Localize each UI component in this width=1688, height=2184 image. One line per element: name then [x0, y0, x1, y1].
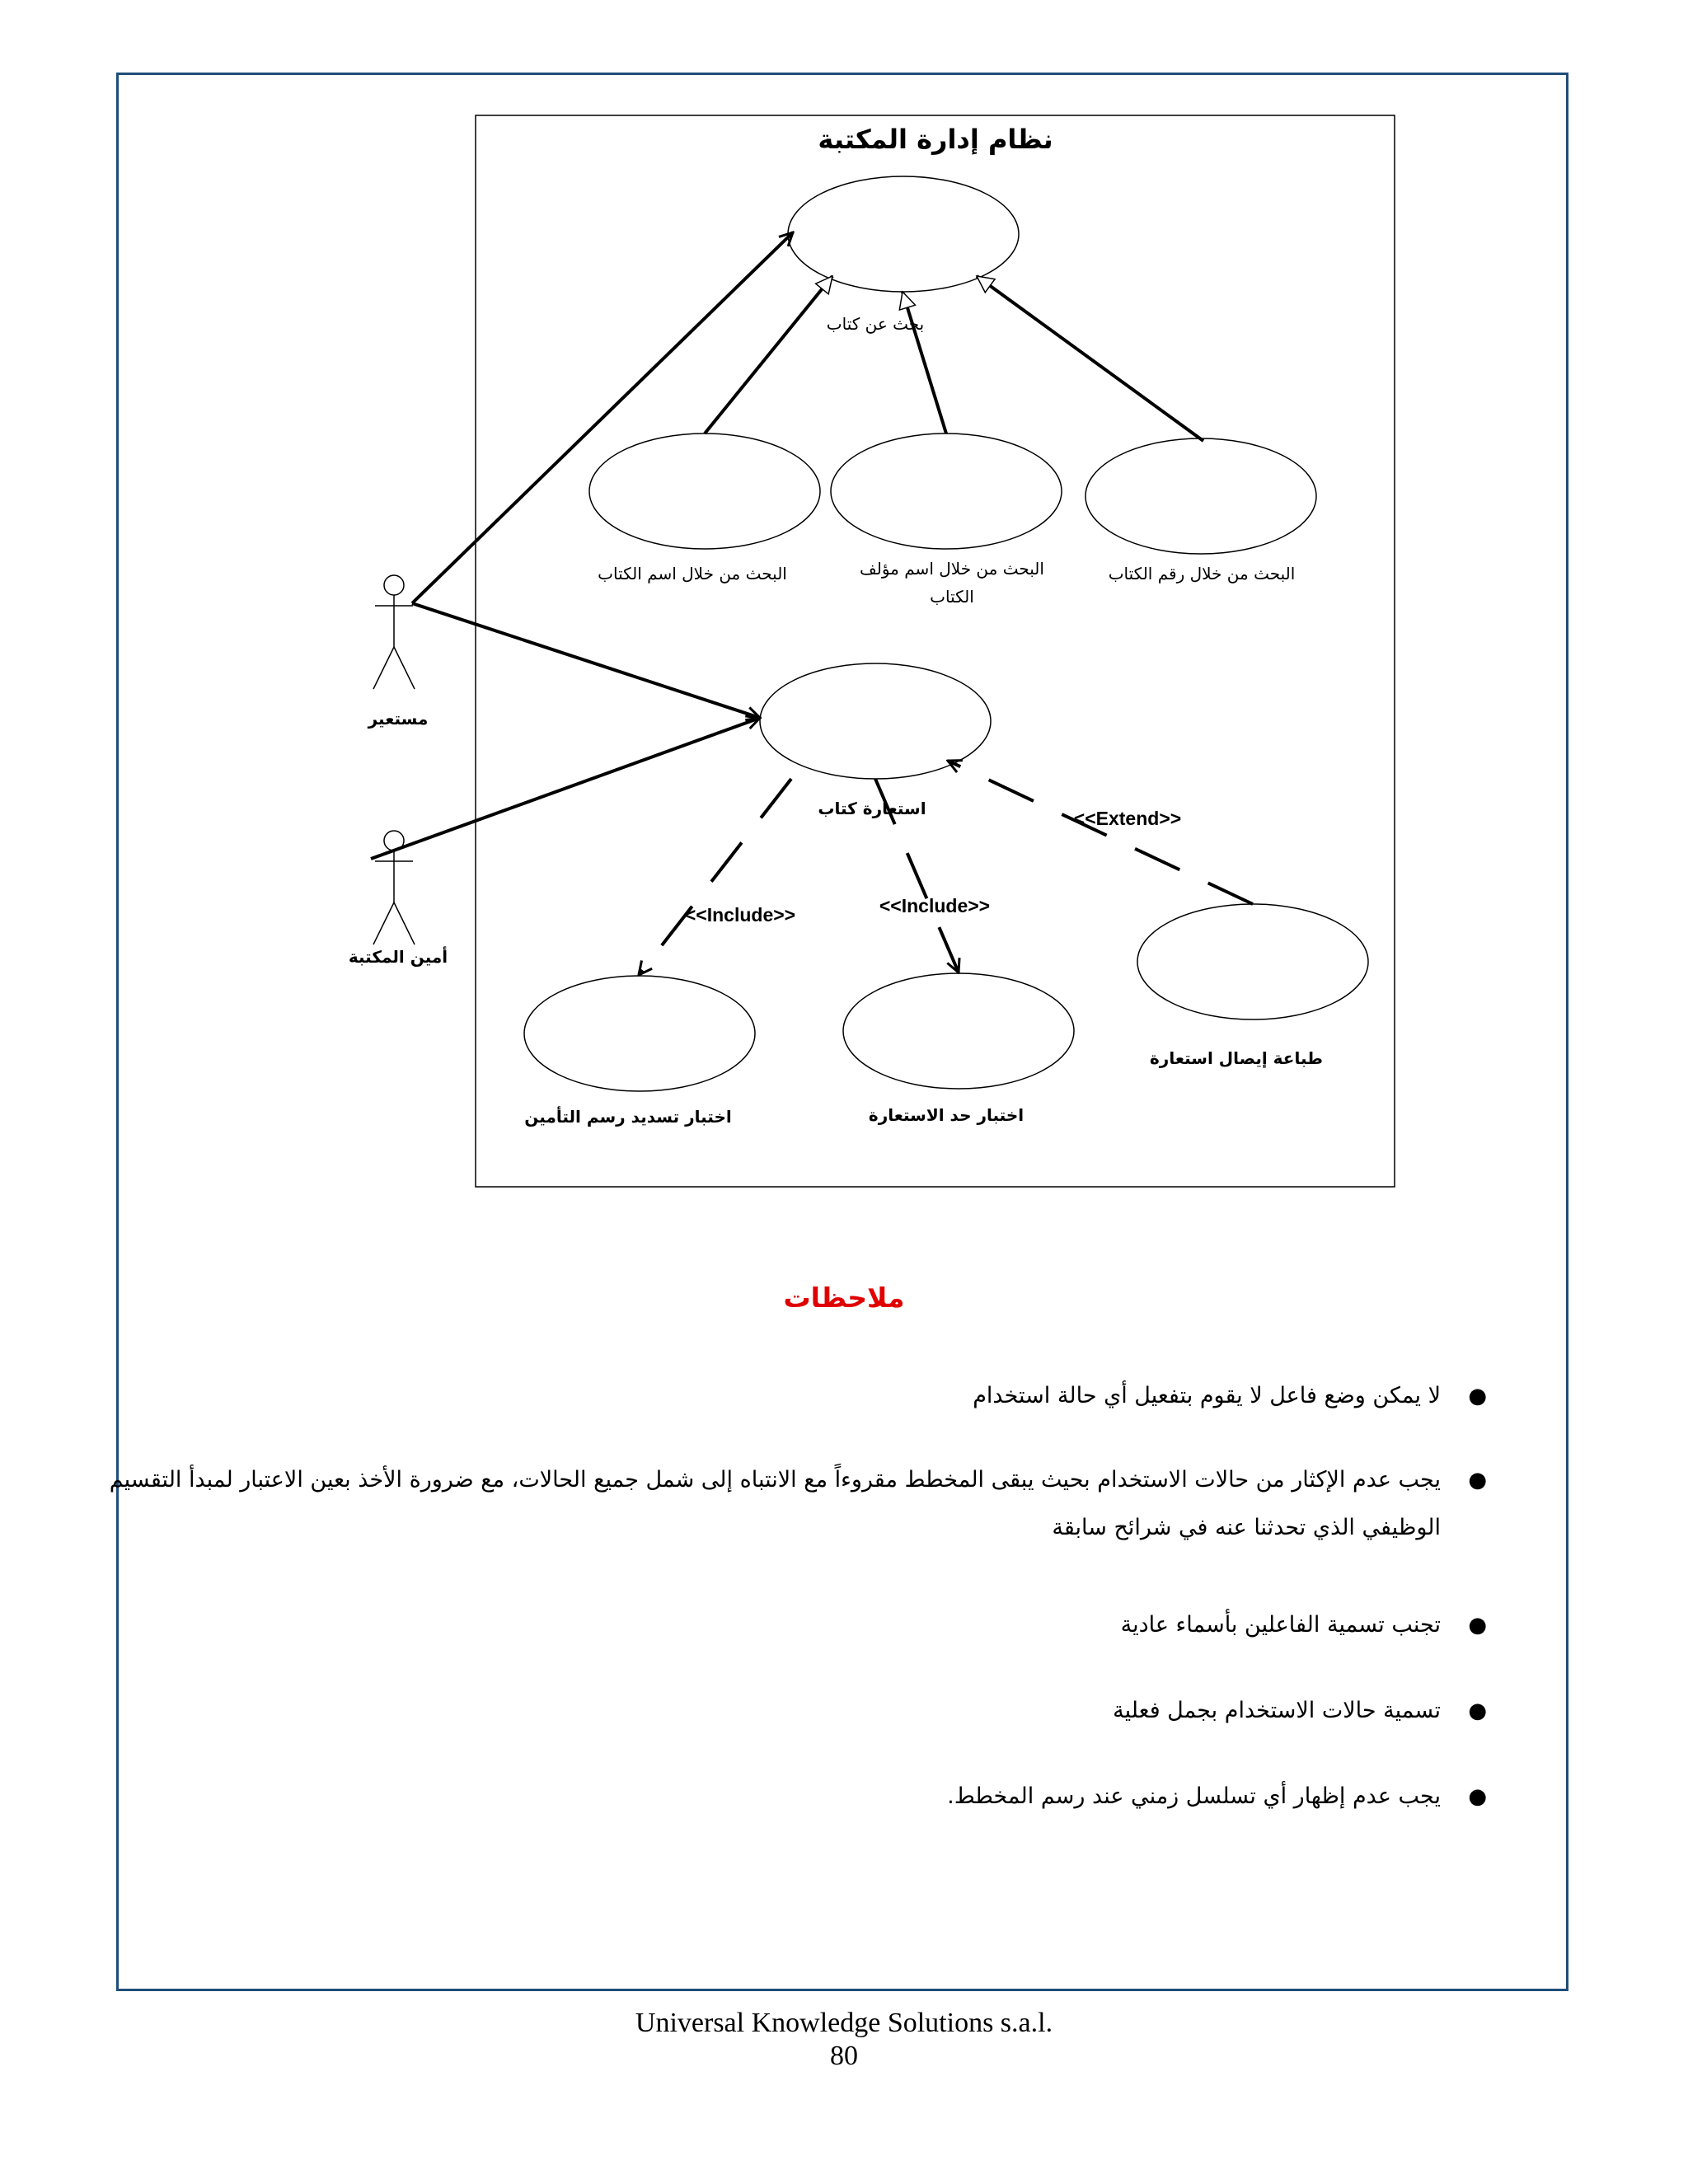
stereotype-include-mid: <<Include>> — [879, 895, 991, 916]
note-item: ● لا يمكن وضع فاعل لا يقوم بتفعيل أي حالة استخدام — [89, 1372, 1441, 1420]
footer-page-number: 80 — [830, 2041, 858, 2071]
label-search-by-author-line1: البحث من خلال اسم مؤلف — [860, 559, 1044, 579]
association-borrower-borrow — [412, 603, 760, 718]
actor-borrower-label: مستعير — [368, 709, 429, 729]
notes-list — [89, 1372, 1487, 1821]
notes-title: ملاحظات — [783, 1282, 905, 1314]
use-case-print-receipt[interactable] — [1137, 904, 1368, 1019]
label-search-book: بحث عن كتاب — [826, 314, 925, 334]
use-case-test-insurance[interactable] — [524, 976, 755, 1091]
use-case-search-by-number[interactable] — [1085, 438, 1316, 554]
note-item: ● يجب عدم الإكثار من حالات الاستخدام بحيث يبقى المخطط مقروءاً مع الانتباه إلى شمل جميع الحالات، مع ضرورة الأخذ بعين الاعتبار لمبدأ التقسيم الوظيفي الذي تحدثنا عنه في شرائح سابقة — [89, 1456, 1441, 1552]
actor-librarian-label: أمين المكتبة — [348, 947, 448, 967]
bullet-icon: ● — [1468, 1613, 1487, 1638]
stereotype-include-left: <<Include>> — [684, 904, 796, 926]
actor-borrower-icon[interactable] — [373, 575, 415, 689]
generalization-author — [903, 292, 946, 434]
note-item: ● يجب عدم إظهار أي تسلسل زمني عند رسم المخطط. — [89, 1773, 1441, 1821]
extend-line-receipt — [948, 761, 1253, 904]
use-case-test-limit[interactable] — [843, 973, 1074, 1089]
generalization-number — [977, 276, 1203, 441]
label-borrow-book: استعارة كتاب — [818, 799, 926, 818]
bullet-icon: ● — [1468, 1784, 1487, 1809]
note-item: ● تجنب تسمية الفاعلين بأسماء عادية — [89, 1601, 1441, 1649]
page-footer — [0, 2007, 1688, 2073]
association-borrower-search — [412, 232, 793, 603]
use-case-search-by-title[interactable] — [589, 434, 820, 549]
label-search-by-title: البحث من خلال اسم الكتاب — [598, 564, 787, 583]
label-test-limit: اختبار حد الاستعارة — [868, 1105, 1025, 1125]
label-search-by-author-line2: الكتاب — [930, 587, 974, 607]
note-item: ● تسمية حالات الاستخدام بجمل فعلية — [89, 1687, 1441, 1735]
label-search-by-number: البحث من خلال رقم الكتاب — [1108, 564, 1296, 583]
use-case-search-book[interactable] — [788, 176, 1019, 292]
use-case-search-by-author[interactable] — [831, 434, 1062, 549]
bullet-icon: ● — [1468, 1468, 1487, 1493]
label-test-insurance: اختبار تسديد رسم التأمين — [524, 1107, 732, 1127]
association-librarian-borrow — [371, 718, 760, 859]
stereotype-extend: <<Extend>> — [1073, 808, 1182, 829]
system-title: نظام إدارة المكتبة — [818, 124, 1053, 155]
bullet-icon: ● — [1468, 1699, 1487, 1723]
label-print-receipt: طباعة إيصال استعارة — [1150, 1048, 1323, 1068]
bullet-icon: ● — [1468, 1384, 1487, 1408]
include-line-insurance — [639, 779, 791, 975]
actor-librarian-icon[interactable] — [373, 831, 415, 944]
use-case-borrow-book[interactable] — [760, 663, 991, 779]
footer-company: Universal Knowledge Solutions s.a.l. — [635, 2008, 1053, 2038]
